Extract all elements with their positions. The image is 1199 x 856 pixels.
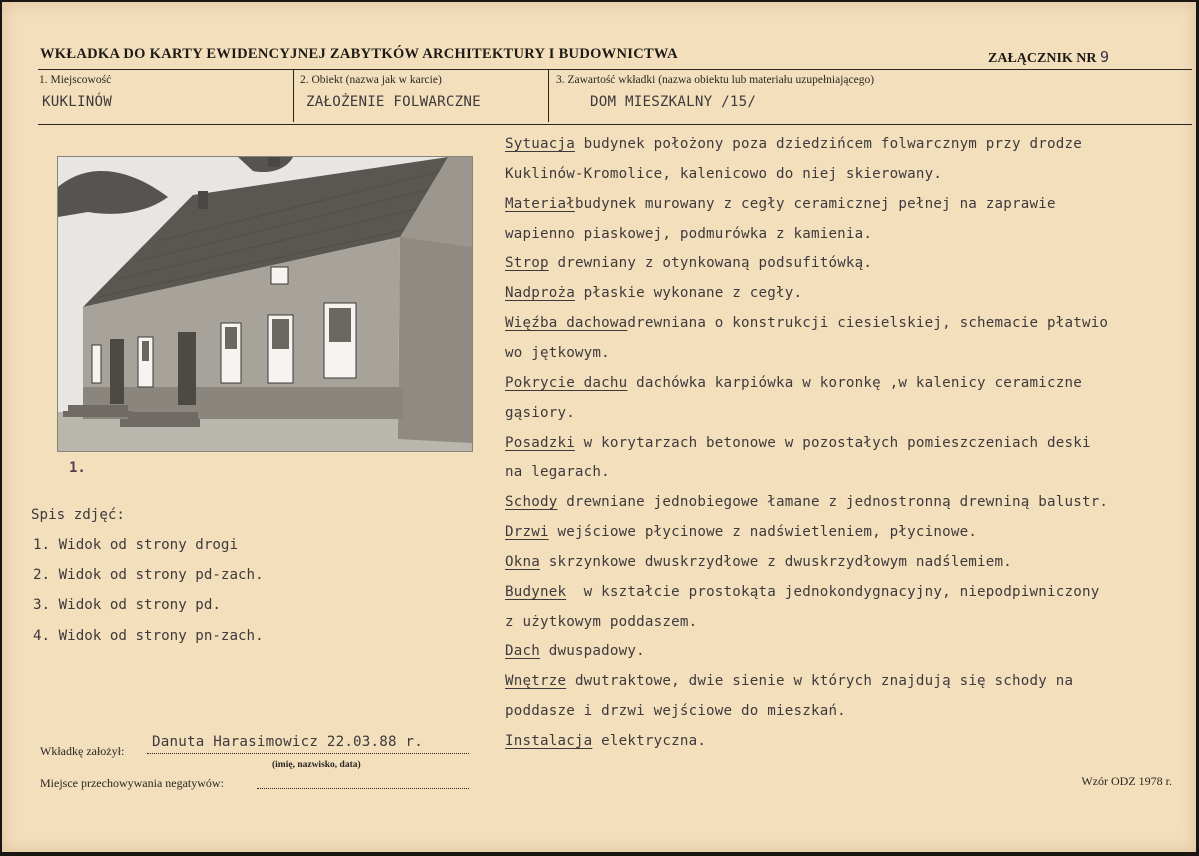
annex-label — [988, 48, 1109, 67]
description-line — [505, 226, 872, 242]
description-keyword: Instalacja — [505, 733, 593, 749]
description-body: w kształcie prostokąta jednokondygnacyjny, niepodpiwniczony — [566, 583, 1100, 600]
fields-divider — [38, 124, 1192, 125]
description-body: gąsiory. — [505, 404, 575, 421]
description-keyword: Więźba dachowa — [505, 315, 628, 332]
description-line — [505, 703, 846, 719]
created-by-label: Wkładkę założył: — [40, 744, 125, 758]
locality-label: 1. Miejscowość — [39, 74, 112, 86]
description-line — [505, 285, 802, 301]
field-separator-2 — [548, 70, 549, 122]
object-value: ZAŁOŻENIE FOLWARCZNE — [306, 94, 481, 110]
description-body: wejściowe płycinowe z nadświetleniem, płycinowe. — [548, 524, 978, 541]
description-body: drewniany z otynkowaną podsufitówką. — [548, 255, 873, 272]
description-line — [505, 196, 1056, 212]
description-line — [505, 345, 610, 361]
form-code: Wzór ODZ 1978 r. — [1081, 774, 1172, 788]
description-line — [505, 673, 1073, 689]
content-label: 3. Zawartość wkładki (nazwa obiektu lub materiału uzupełniającego) — [556, 74, 875, 86]
description-body: dwuspadowy. — [539, 643, 645, 660]
building-photo-drawing — [58, 157, 472, 451]
description-body: Kuklinów-Kromolice, kalenicowo do niej skierowany. — [505, 165, 943, 182]
photo-list-item: 4. Widok od strony pn-zach. — [33, 628, 264, 644]
description-line — [505, 315, 1108, 331]
description-keyword: Posadzki — [505, 434, 575, 451]
description-body: dachówka karpiówka w koronkę ,w kalenicy ceramiczne — [627, 374, 1082, 391]
description-body: płaskie wykonane z cegły. — [574, 285, 803, 302]
description-body: elektryczna. — [592, 733, 707, 749]
description-body: wo jętkowym. — [505, 344, 610, 361]
description-keyword: Materiał — [505, 195, 575, 212]
description-line — [505, 255, 872, 271]
annex-label-text: ZAŁĄCZNIK NR — [988, 51, 1097, 66]
description-keyword: Wnętrze — [505, 673, 567, 690]
description-body: na legarach. — [505, 464, 610, 481]
description-line — [505, 524, 977, 540]
description-body: z użytkowym poddaszem. — [505, 613, 698, 630]
photo-list-title: Spis zdjęć: — [31, 507, 125, 523]
description-keyword: Pokrycie dachu — [505, 374, 628, 391]
card-title: WKŁADKA DO KARTY EWIDENCYJNEJ ZABYTKÓW ARCHITEKTURY I BUDOWNICTWA — [40, 46, 678, 62]
photo-number: 1. — [69, 460, 86, 476]
description-line — [505, 733, 706, 749]
negatives-label: Miejsce przechowywania negatywów: — [40, 776, 224, 790]
description-line — [505, 435, 1091, 451]
building-photo — [57, 156, 473, 452]
description-body: skrzynkowe dwuskrzydłowe z dwuskrzydłowym nadślemiem. — [539, 553, 1013, 570]
content-value: DOM MIESZKALNY /15/ — [590, 94, 757, 110]
description-body: poddasze i drzwi wejściowe do mieszkań. — [505, 703, 846, 720]
description-body: drewniane jednobiegowe łamane z jednostronną drewniną balustr. — [557, 494, 1109, 511]
description-body: dwutraktowe, dwie sienie w których znajdują się schody na — [566, 673, 1074, 690]
field-separator-1 — [293, 70, 294, 122]
annex-number: 9 — [1100, 48, 1110, 66]
created-by-value: Danuta Harasimowicz 22.03.88 r. — [152, 734, 423, 750]
created-by-line — [147, 753, 469, 754]
description-body: budynek murowany z cegły ceramicznej pełnej na zaprawie — [574, 195, 1056, 212]
photo-list-item: 1. Widok od strony drogi — [33, 537, 238, 553]
description-line — [505, 614, 697, 630]
description-line — [505, 584, 1099, 600]
description-line — [505, 464, 610, 480]
description-keyword: Drzwi — [505, 524, 549, 541]
description-line — [505, 375, 1082, 391]
description-body: drewniana o konstrukcji ciesielskiej, schemacie płatwio — [627, 315, 1109, 332]
description-line — [505, 494, 1108, 510]
created-by-hint: (imię, nazwisko, data) — [272, 760, 361, 770]
locality-value: KUKLINÓW — [42, 94, 112, 110]
description-keyword: Okna — [505, 553, 540, 570]
record-card — [2, 2, 1196, 852]
description-keyword: Nadproża — [505, 285, 575, 302]
object-label: 2. Obiekt (nazwa jak w karcie) — [300, 74, 442, 86]
header-divider — [38, 69, 1192, 70]
description-keyword: Strop — [505, 255, 549, 272]
description-line — [505, 136, 1082, 152]
description-keyword: Dach — [505, 643, 540, 660]
photo-list-item: 3. Widok od strony pd. — [33, 597, 221, 613]
description-keyword: Schody — [505, 494, 558, 511]
description-line — [505, 554, 1012, 570]
description-line — [505, 405, 575, 421]
description-body: budynek położony poza dziedzińcem folwarcznym przy drodze — [574, 136, 1082, 152]
description-line — [505, 643, 645, 659]
description-keyword: Sytuacja — [505, 136, 575, 152]
description-body: wapienno piaskowej, podmurówka z kamienia. — [505, 225, 873, 242]
description-keyword: Budynek — [505, 583, 567, 600]
description-line — [505, 166, 942, 182]
photo-list-item: 2. Widok od strony pd-zach. — [33, 567, 264, 583]
description-body: w korytarzach betonowe w pozostałych pomieszczeniach deski — [574, 434, 1091, 451]
negatives-line — [257, 788, 469, 789]
